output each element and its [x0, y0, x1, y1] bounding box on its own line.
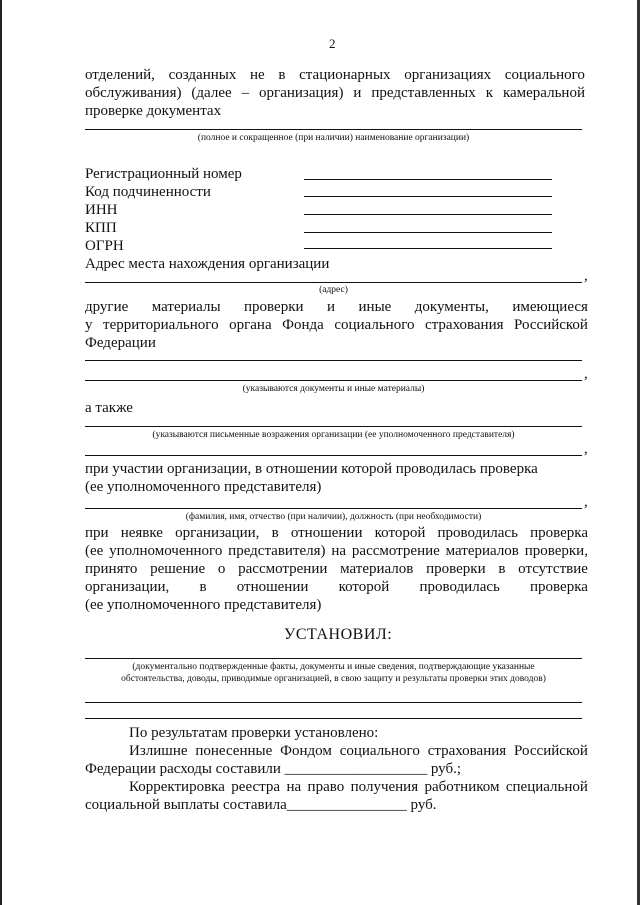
word: – [241, 85, 250, 101]
results-intro: По результатам проверки установлено: [129, 725, 379, 741]
absence-line-1 [85, 525, 588, 542]
participation-line-2: (ее уполномоченного представителя) [85, 479, 322, 495]
word: на [286, 779, 302, 795]
word: страхования [427, 743, 507, 759]
absence-line-5: (ее уполномоченного представителя) [85, 597, 322, 613]
word: территориального [103, 317, 219, 333]
caption-address: (адрес) [319, 285, 348, 295]
field-subordination-code-label: Код подчиненности [85, 184, 211, 200]
word: иные [358, 299, 392, 315]
word: обслуживания) [85, 85, 182, 101]
objections-line-1[interactable] [85, 426, 582, 427]
word: организации, [85, 579, 170, 595]
objections-comma: , [584, 441, 588, 457]
caption-documents: (указываются документы и иные материалы) [242, 384, 425, 394]
facts-line-2[interactable] [85, 702, 582, 703]
page-number: 2 [329, 36, 336, 51]
address-comma: , [584, 268, 588, 284]
other-line-2 [85, 317, 588, 334]
word: созданных [168, 67, 237, 83]
word: неявке [120, 525, 163, 541]
caption-org-name: (полное и сокращенное (при наличии) наименование организации) [197, 133, 470, 143]
word: органа [229, 317, 272, 333]
other-line-3: Федерации [85, 335, 156, 351]
word: в [278, 67, 286, 83]
absence-line-3 [85, 561, 588, 578]
word: при [85, 525, 109, 541]
absence-line-2 [85, 543, 588, 560]
word: отношении [290, 525, 363, 541]
intro-line-2 [85, 85, 585, 102]
word: социального [339, 743, 420, 759]
field-inn-line[interactable] [304, 214, 552, 215]
word: и [353, 85, 362, 101]
caption-facts-2: обстоятельства, доводы, приводимые организацией, в свою защиту и результаты проверки этих доводов) [121, 674, 546, 684]
word: социального [504, 67, 585, 83]
caption-objections: (указываются письменные возражения организации (ее уполномоченного представителя) [152, 430, 515, 440]
field-inn-label: ИНН [85, 202, 118, 218]
documents-comma: , [584, 366, 588, 382]
documents-line-1[interactable] [85, 360, 582, 361]
word: проверка [530, 579, 588, 595]
word: получения [350, 779, 419, 795]
address-line[interactable] [85, 282, 582, 283]
word: не [250, 67, 265, 83]
word: отделений, [85, 67, 155, 83]
word: принято [85, 561, 138, 577]
word: которой [338, 579, 390, 595]
word: материалов [340, 561, 414, 577]
field-kpp-label: КПП [85, 220, 117, 236]
word: отсутствие [518, 561, 588, 577]
org-name-line [85, 129, 582, 130]
field-kpp-line[interactable] [304, 232, 552, 233]
field-reg-number-line[interactable] [304, 179, 552, 180]
field-address-label: Адрес места нахождения организации [85, 256, 330, 272]
word: материалов [445, 543, 519, 559]
word: (далее [191, 85, 232, 101]
excess-line-1 [129, 743, 588, 760]
field-subordination-code-line[interactable] [304, 196, 552, 197]
word: уполномоченного [109, 543, 223, 559]
word: Российской [514, 317, 588, 333]
word: в [498, 561, 506, 577]
excess-line-2: Федерации расходы составили ___________________ руб.; [85, 761, 462, 777]
facts-line-3[interactable] [85, 718, 582, 719]
word: представителя) [228, 543, 326, 559]
field-reg-number-label: Регистрационный номер [85, 166, 242, 182]
word: проверка [530, 525, 588, 541]
caption-person: (фамилия, имя, отчество (при наличии), должность (при необходимости) [185, 512, 482, 522]
word: (ее [85, 543, 104, 559]
correction-line-1 [129, 779, 588, 796]
word: Излишне [129, 743, 188, 759]
person-comma: , [584, 494, 588, 510]
word: работником [424, 779, 500, 795]
word: проверки [426, 561, 486, 577]
intro-line-3: проверке документах [85, 103, 222, 119]
word: организациях [404, 67, 492, 83]
word: проводилась [437, 525, 518, 541]
word: к [485, 85, 493, 101]
word: материалы [151, 299, 221, 315]
word: Корректировка [129, 779, 225, 795]
field-ogrn-line[interactable] [304, 248, 552, 249]
documents-line-2[interactable] [85, 380, 582, 381]
word: имеющиеся [512, 299, 588, 315]
word: у [85, 317, 93, 333]
word: организация) [259, 85, 344, 101]
word: документы, [414, 299, 489, 315]
correction-line-2: социальной выплаты составила________________ руб. [85, 797, 437, 813]
word: реестра [231, 779, 281, 795]
word: организации, [175, 525, 260, 541]
word: Фондом [280, 743, 332, 759]
word: проводилась [419, 579, 500, 595]
heading-established: УСТАНОВИЛ: [284, 626, 393, 643]
word: право [307, 779, 345, 795]
objections-line-2[interactable] [85, 455, 582, 456]
word: отношении [236, 579, 309, 595]
word: Российской [514, 743, 588, 759]
facts-line-1[interactable] [85, 658, 582, 659]
word: в [199, 579, 207, 595]
word: социального [334, 317, 415, 333]
word: в [271, 525, 279, 541]
word: на [331, 543, 347, 559]
participation-line-1: при участии организации, в отношении которой проводилась проверка [85, 461, 538, 477]
word: понесенные [195, 743, 273, 759]
intro-line-1 [85, 67, 585, 84]
word: Фонда [282, 317, 324, 333]
field-ogrn-label: ОГРН [85, 238, 124, 254]
word: проверки [244, 299, 304, 315]
word: специальной [505, 779, 588, 795]
person-line[interactable] [85, 508, 582, 509]
also-label: а также [85, 400, 133, 416]
document-body [2, 0, 640, 905]
word: страхования [425, 317, 504, 333]
word: представленных [371, 85, 476, 101]
word: о [217, 561, 226, 577]
word: другие [85, 299, 129, 315]
word: стационарных [299, 67, 391, 83]
other-line-1 [85, 299, 588, 316]
absence-line-4 [85, 579, 588, 596]
word: проверки, [524, 543, 588, 559]
word: рассмотрение [351, 543, 440, 559]
word: которой [374, 525, 426, 541]
word: рассмотрении [238, 561, 328, 577]
word: и [327, 299, 336, 315]
word: камеральной [502, 85, 585, 101]
word: решение [150, 561, 206, 577]
caption-facts-1: (документально подтвержденные факты, документы и иные сведения, подтверждающие указанные [132, 662, 535, 672]
